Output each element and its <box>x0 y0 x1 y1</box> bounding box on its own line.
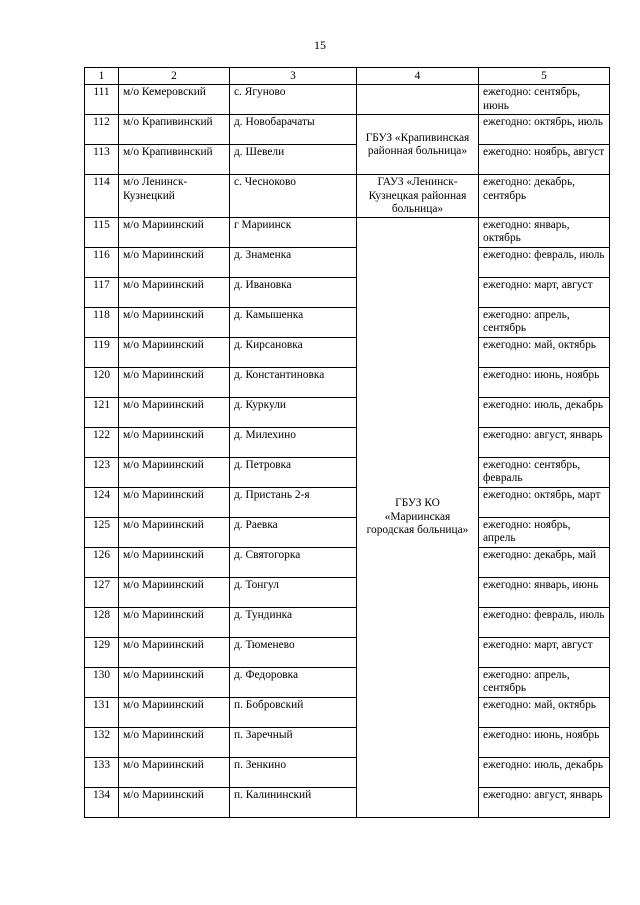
table-row <box>85 697 610 727</box>
schedule-cell: ежегодно: октябрь, июль <box>479 115 610 145</box>
header-cell: 5 <box>479 68 610 85</box>
schedule-cell: ежегодно: май, октябрь <box>479 337 610 367</box>
row-number: 123 <box>85 457 119 487</box>
schedule-cell: ежегодно: февраль, июль <box>479 607 610 637</box>
table-row <box>85 217 610 247</box>
settlement-cell: д. Милехино <box>230 427 357 457</box>
district-cell: м/о Кемеровский <box>119 85 230 115</box>
schedule-cell: ежегодно: январь, октябрь <box>479 217 610 247</box>
row-number: 112 <box>85 115 119 145</box>
organization-cell: ГБУЗ КО «Мариинская городская больница» <box>357 217 479 817</box>
schedule-cell: ежегодно: сентябрь, июнь <box>479 85 610 115</box>
schedule-cell: ежегодно: март, август <box>479 637 610 667</box>
table-row <box>85 175 610 218</box>
settlement-cell: п. Зенкино <box>230 757 357 787</box>
district-cell: м/о Мариинский <box>119 577 230 607</box>
header-cell: 4 <box>357 68 479 85</box>
organization-cell: ГАУЗ «Ленинск-Кузнецкая районная больница» <box>357 175 479 218</box>
district-cell: м/о Крапивинский <box>119 145 230 175</box>
header-cell: 1 <box>85 68 119 85</box>
table-row <box>85 277 610 307</box>
table-row <box>85 637 610 667</box>
schedule-cell: ежегодно: апрель, сентябрь <box>479 667 610 697</box>
row-number: 127 <box>85 577 119 607</box>
schedule-cell: ежегодно: сентябрь, февраль <box>479 457 610 487</box>
schedule-cell: ежегодно: август, январь <box>479 427 610 457</box>
row-number: 111 <box>85 85 119 115</box>
settlement-cell: д. Федоровка <box>230 667 357 697</box>
schedule-cell: ежегодно: апрель, сентябрь <box>479 307 610 337</box>
row-number: 126 <box>85 547 119 577</box>
district-cell: м/о Мариинский <box>119 337 230 367</box>
district-cell: м/о Мариинский <box>119 247 230 277</box>
district-cell: м/о Мариинский <box>119 277 230 307</box>
district-cell: м/о Мариинский <box>119 517 230 547</box>
district-cell: м/о Мариинский <box>119 787 230 817</box>
row-number: 132 <box>85 727 119 757</box>
district-cell: м/о Крапивинский <box>119 115 230 145</box>
row-number: 117 <box>85 277 119 307</box>
table-row <box>85 367 610 397</box>
header-cell: 2 <box>119 68 230 85</box>
district-cell: м/о Мариинский <box>119 217 230 247</box>
settlement-cell: с. Ягуново <box>230 85 357 115</box>
settlement-cell: д. Раевка <box>230 517 357 547</box>
schedule-cell: ежегодно: июнь, ноябрь <box>479 727 610 757</box>
settlement-cell: д. Петровка <box>230 457 357 487</box>
schedule-cell: ежегодно: ноябрь, август <box>479 145 610 175</box>
schedule-cell: ежегодно: август, январь <box>479 787 610 817</box>
row-number: 134 <box>85 787 119 817</box>
schedule-cell: ежегодно: июль, декабрь <box>479 397 610 427</box>
district-cell: м/о Мариинский <box>119 667 230 697</box>
district-cell: м/о Мариинский <box>119 637 230 667</box>
row-number: 120 <box>85 367 119 397</box>
schedule-cell: ежегодно: январь, июнь <box>479 577 610 607</box>
settlement-cell: п. Заречный <box>230 727 357 757</box>
schedule-cell: ежегодно: декабрь, май <box>479 547 610 577</box>
header-cell: 3 <box>230 68 357 85</box>
district-cell: м/о Мариинский <box>119 397 230 427</box>
settlement-cell: д. Камышенка <box>230 307 357 337</box>
row-number: 125 <box>85 517 119 547</box>
row-number: 133 <box>85 757 119 787</box>
district-cell: м/о Мариинский <box>119 307 230 337</box>
table-row <box>85 547 610 577</box>
table-row <box>85 457 610 487</box>
table-row <box>85 487 610 517</box>
settlement-cell: д. Константиновка <box>230 367 357 397</box>
settlement-cell: п. Калининский <box>230 787 357 817</box>
table-row <box>85 145 610 175</box>
organization-cell: ГБУЗ «Крапивинская районная больница» <box>357 115 479 175</box>
district-cell: м/о Мариинский <box>119 427 230 457</box>
district-cell: м/о Ленинск-Кузнецкий <box>119 175 230 218</box>
row-number: 129 <box>85 637 119 667</box>
schedule-cell: ежегодно: декабрь, сентябрь <box>479 175 610 218</box>
header-row <box>85 68 610 85</box>
row-number: 121 <box>85 397 119 427</box>
district-cell: м/о Мариинский <box>119 547 230 577</box>
row-number: 130 <box>85 667 119 697</box>
table-row <box>85 517 610 547</box>
table-row <box>85 337 610 367</box>
row-number: 113 <box>85 145 119 175</box>
schedule-cell: ежегодно: июнь, ноябрь <box>479 367 610 397</box>
district-cell: м/о Мариинский <box>119 457 230 487</box>
organization-cell-empty <box>357 85 479 115</box>
settlement-cell: д. Тундинка <box>230 607 357 637</box>
row-number: 122 <box>85 427 119 457</box>
row-number: 116 <box>85 247 119 277</box>
schedule-cell: ежегодно: ноябрь, апрель <box>479 517 610 547</box>
settlement-cell: д. Тонгул <box>230 577 357 607</box>
settlement-cell: д. Знаменка <box>230 247 357 277</box>
district-cell: м/о Мариинский <box>119 487 230 517</box>
schedule-cell: ежегодно: февраль, июль <box>479 247 610 277</box>
table-row <box>85 667 610 697</box>
settlement-cell: с. Чесноково <box>230 175 357 218</box>
district-cell: м/о Мариинский <box>119 607 230 637</box>
table-row <box>85 397 610 427</box>
row-number: 115 <box>85 217 119 247</box>
settlement-cell: д. Святогорка <box>230 547 357 577</box>
table-row <box>85 85 610 115</box>
settlement-cell: д. Тюменево <box>230 637 357 667</box>
table-row <box>85 307 610 337</box>
row-number: 118 <box>85 307 119 337</box>
table-row <box>85 757 610 787</box>
settlement-cell: п. Бобровский <box>230 697 357 727</box>
table-row <box>85 727 610 757</box>
district-cell: м/о Мариинский <box>119 757 230 787</box>
settlement-cell: д. Кирсановка <box>230 337 357 367</box>
settlement-cell: д. Шевели <box>230 145 357 175</box>
table-row <box>85 247 610 277</box>
row-number: 131 <box>85 697 119 727</box>
district-cell: м/о Мариинский <box>119 367 230 397</box>
table-row <box>85 115 610 145</box>
table-row <box>85 427 610 457</box>
settlement-cell: г Мариинск <box>230 217 357 247</box>
schedule-table <box>84 67 610 818</box>
schedule-cell: ежегодно: июль, декабрь <box>479 757 610 787</box>
settlement-cell: д. Пристань 2-я <box>230 487 357 517</box>
settlement-cell: д. Куркули <box>230 397 357 427</box>
schedule-cell: ежегодно: октябрь, март <box>479 487 610 517</box>
table-row <box>85 607 610 637</box>
row-number: 114 <box>85 175 119 218</box>
district-cell: м/о Мариинский <box>119 727 230 757</box>
row-number: 119 <box>85 337 119 367</box>
page-number: 15 <box>314 38 326 52</box>
settlement-cell: д. Новобарачаты <box>230 115 357 145</box>
schedule-cell: ежегодно: май, октябрь <box>479 697 610 727</box>
settlement-cell: д. Ивановка <box>230 277 357 307</box>
table-row <box>85 787 610 817</box>
row-number: 124 <box>85 487 119 517</box>
district-cell: м/о Мариинский <box>119 697 230 727</box>
row-number: 128 <box>85 607 119 637</box>
table-row <box>85 577 610 607</box>
schedule-cell: ежегодно: март, август <box>479 277 610 307</box>
